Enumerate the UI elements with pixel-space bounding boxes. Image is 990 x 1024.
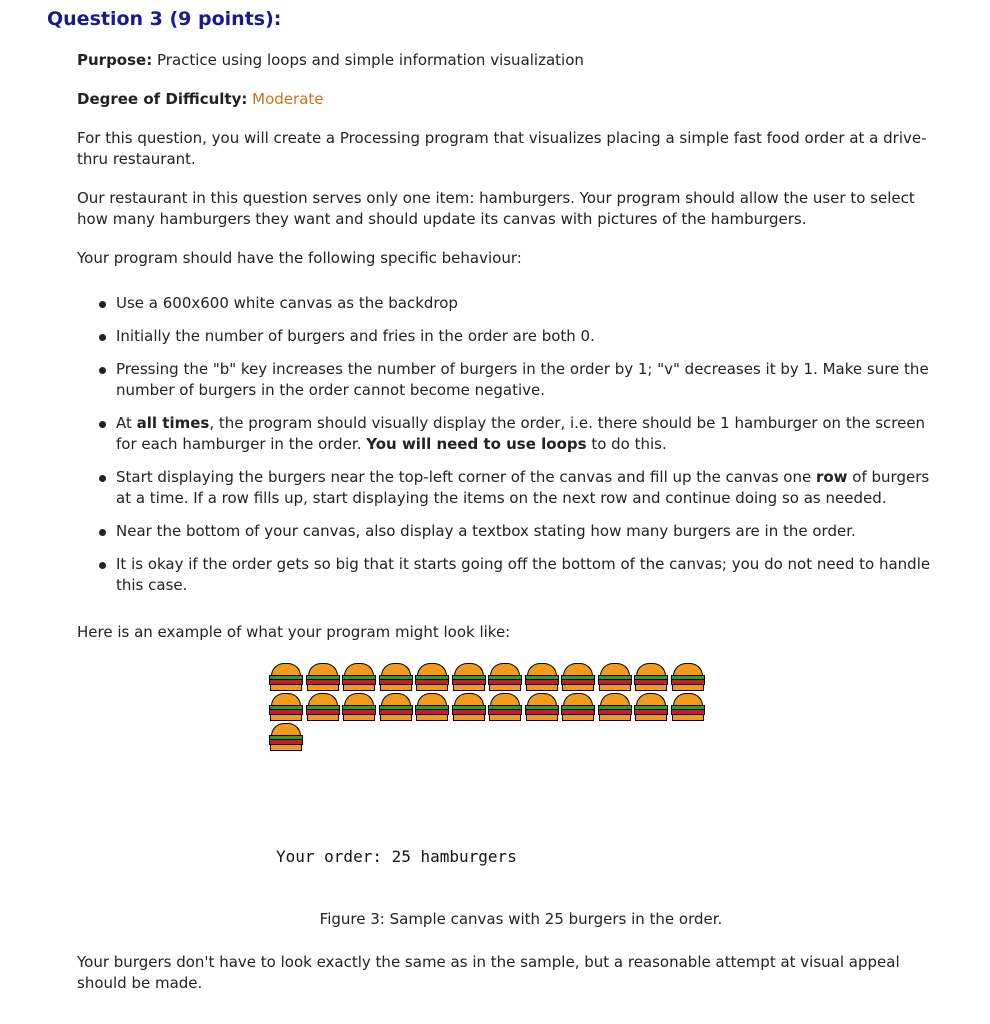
hamburger-icon (633, 663, 667, 691)
hamburger-icon (305, 663, 339, 691)
hamburger-icon (268, 693, 302, 721)
question-title: Question 3 (9 points): (47, 8, 282, 30)
restaurant-paragraph: Our restaurant in this question serves only one item: hamburgers. Your program should allow the user to select how many hamburgers they want and should update its canvas with pictures of the hamburgers. (77, 189, 915, 228)
difficulty-value: Moderate (252, 90, 324, 108)
bullet-text: to do this. (586, 435, 667, 453)
bullet-bold-text: all times (136, 414, 210, 432)
order-textbox: Your order: 25 hamburgers (276, 847, 517, 866)
hamburger-icon (341, 693, 375, 721)
requirements-list (77, 293, 935, 596)
hamburger-icon (268, 663, 302, 691)
hamburger-icon (451, 663, 485, 691)
list-item (99, 326, 935, 347)
difficulty-line (77, 89, 935, 110)
hamburger-icon (487, 693, 521, 721)
hamburger-icon (524, 663, 558, 691)
final-paragraph: Your burgers don't have to look exactly the same as in the sample, but a reasonable attempt at visual appeal should be made. (77, 953, 900, 992)
bullet-bold-text: You will need to use loops (366, 435, 587, 453)
bullet-text: Start displaying the burgers near the top-left corner of the canvas and fill up the canvas one (116, 468, 816, 486)
list-item (99, 554, 935, 596)
hamburger-icon (451, 693, 485, 721)
bullet-text: At (116, 414, 137, 432)
hamburger-icon (378, 663, 412, 691)
hamburger-icon (560, 693, 594, 721)
burger-grid (268, 661, 708, 761)
hamburger-icon (670, 693, 704, 721)
intro-paragraph: For this question, you will create a Processing program that visualizes placing a simple fast food order at a drive-thru restaurant. (77, 129, 927, 168)
sample-canvas (77, 661, 677, 891)
hamburger-icon (560, 663, 594, 691)
bullet-text: of burgers at a time. If a row fills up, start displaying the items on the next row and continue doing so as needed. (116, 468, 930, 507)
hamburger-icon (378, 693, 412, 721)
list-item (99, 521, 935, 542)
hamburger-icon (414, 663, 448, 691)
list-item (99, 467, 935, 509)
bullet-text: Pressing the "b" key increases the number of burgers in the order by 1; "v" decreases it by 1. Make sure the number of burgers in the order cannot become negative. (116, 360, 929, 399)
purpose-label: Purpose: (77, 51, 153, 69)
hamburger-icon (268, 723, 302, 751)
purpose-line (77, 50, 935, 71)
hamburger-icon (305, 693, 339, 721)
hamburger-icon (487, 663, 521, 691)
list-item (99, 413, 935, 455)
hamburger-icon (341, 663, 375, 691)
bullet-text: Initially the number of burgers and fries in the order are both 0. (116, 327, 595, 345)
purpose-text: Practice using loops and simple information visualization (157, 51, 584, 69)
figure-caption: Figure 3: Sample canvas with 25 burgers in the order. (319, 910, 723, 928)
hamburger-icon (597, 693, 631, 721)
bullet-text: It is okay if the order gets so big that it starts going off the bottom of the canvas; you do not need to handle this case. (116, 555, 931, 594)
hamburger-icon (597, 663, 631, 691)
hamburger-icon (524, 693, 558, 721)
hamburger-icon (414, 693, 448, 721)
bullet-text: Use a 600x600 white canvas as the backdrop (116, 294, 458, 312)
list-item (99, 359, 935, 401)
difficulty-label: Degree of Difficulty: (77, 90, 248, 108)
hamburger-icon (633, 693, 667, 721)
list-item (99, 293, 935, 314)
bullet-text: , the program should visually display the order, i.e. there should be 1 hamburger on the screen for each hamburger in the order. (116, 414, 926, 453)
bullet-bold-text: row (815, 468, 848, 486)
question-body (77, 50, 935, 1012)
hamburger-icon (670, 663, 704, 691)
example-intro: Here is an example of what your program might look like: (77, 623, 511, 641)
bullet-text: Near the bottom of your canvas, also display a textbox stating how many burgers are in the order. (116, 522, 856, 540)
behaviour-intro: Your program should have the following specific behaviour: (77, 249, 522, 267)
